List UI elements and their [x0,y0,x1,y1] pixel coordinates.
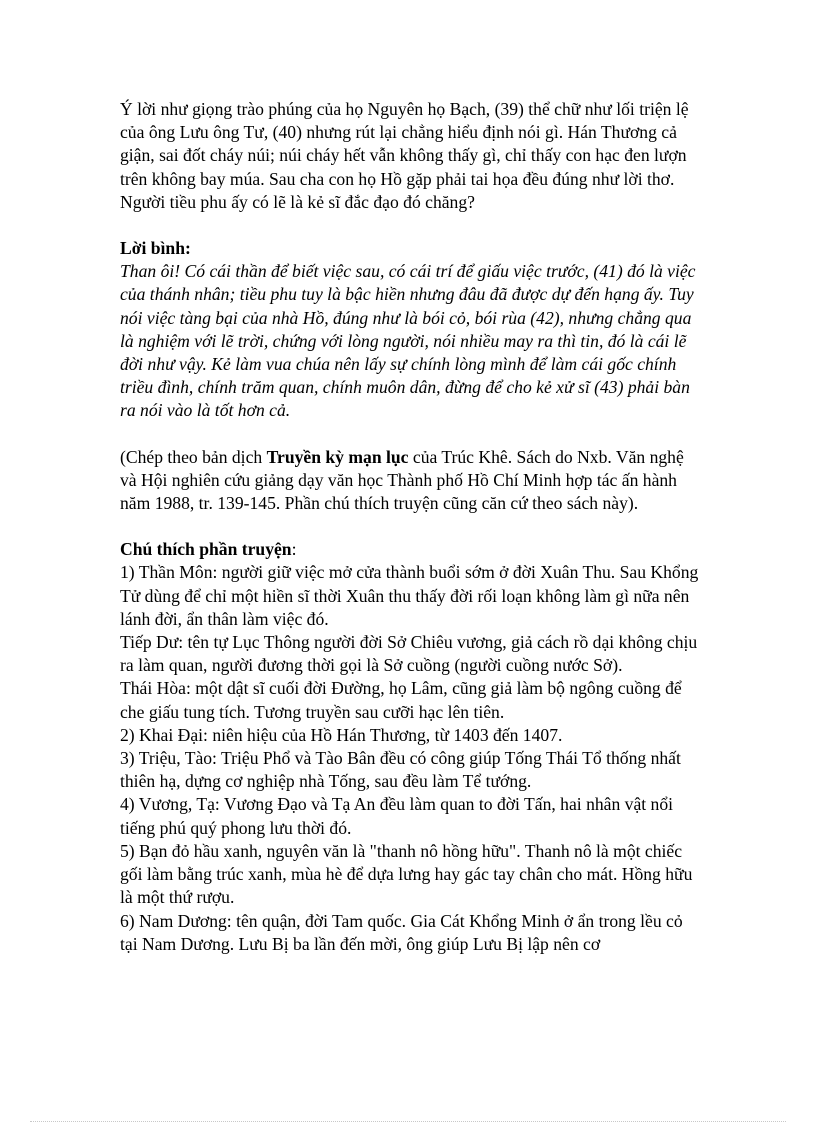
intro-paragraph: Ý lời như giọng trào phúng của họ Nguyên họ Bạch, (39) thể chữ như lối triện lệ của ông Lưu ông Tư, (40) nhưng rút lại chẳng hiểu định nói gì. Hán Thương cả giận, sai đốt cháy núi; núi cháy hết vẫn không thấy gì, chỉ thấy con hạc đen lượn trên không bay múa. Sau cha con họ Hồ gặp phải tai họa đều đúng như lời thơ. [120,99,689,189]
note-item: Tiếp Dư: tên tự Lục Thông người đời Sở Chiêu vương, giả cách rồ dại không chịu ra làm quan, người đương thời gọi là Sở cuồng (người cuồng nước Sở). [120,632,698,676]
intro-paragraph-2: Người tiều phu ấy có lẽ là kẻ sĩ đắc đạo đó chăng? [120,191,475,212]
document-page [120,98,700,956]
note-item: 1) Thần Môn: người giữ việc mở cửa thành buổi sớm ở đời Xuân Thu. Sau Khổng Tử dùng để chỉ một hiền sĩ thời Xuân thu thấy đời rối loạn không làm gì nữa nên lánh đời, ẩn thân làm việc đó. [120,562,699,629]
commentary-text: Than ôi! Có cái thần để biết việc sau, có cái trí để giấu việc trước, (41) đó là việc của thánh nhân; tiều phu tuy là bậc hiền nhưng đâu đã được dự đến hạng ấy. Tuy nói việc tàng bại của nhà Hồ, đúng như là bói cỏ, bói rùa (42), nhưng chẳng qua là nghiệm với lẽ trời, chứng với lòng người, nói nhiều may ra thì tin, đó là cái lẽ đời như vậy. Kẻ làm vua chúa nên lấy sự chính lòng mình để làm cái gốc chính triều đình, chính trăm quan, chính muôn dân, đừng để cho kẻ xử sĩ (43) phải bàn ra nói vào là tốt hơn cả. [120,261,696,421]
spacer [120,423,700,446]
notes-heading-text: Chú thích phần truyện [120,539,292,560]
spacer [120,515,700,538]
source-book-title: Truyền kỳ mạn lục [266,446,409,467]
note-item: 4) Vương, Tạ: Vương Đạo và Tạ An đều làm quan to đời Tấn, hai nhân vật nổi tiếng phú quý phong lưu thời đó. [120,794,674,838]
note-item: Thái Hòa: một dật sĩ cuối đời Đường, họ Lâm, cũng giả làm bộ ngông cuồng để che giấu tung tích. Tương truyền sau cưỡi hạc lên tiên. [120,678,682,722]
page-bottom-border [30,1121,786,1122]
source-note-prefix: (Chép theo bản dịch [120,446,267,467]
commentary-heading: Lời bình: [120,238,191,259]
note-item: 3) Triệu, Tào: Triệu Phổ và Tào Bân đều có công giúp Tống Thái Tổ thống nhất thiên hạ, dựng cơ nghiệp nhà Tống, sau đều làm Tể tướng. [120,748,681,792]
source-note-suffix: của Trúc Khê. Sách do Nxb. Văn nghệ và Hội nghiên cứu giảng dạy văn học Thành phố Hồ Chí Minh hợp tác ấn hành năm 1988, tr. 139-145. Phần chú thích truyện cũng căn cứ theo sách này). [120,446,684,514]
note-item: 6) Nam Dương: tên quận, đời Tam quốc. Gia Cát Khổng Minh ở ẩn trong lều cỏ tại Nam Dương. Lưu Bị ba lần đến mời, ông giúp Lưu Bị lập nên cơ [120,910,683,954]
notes-heading-colon: : [291,539,297,560]
notes-heading [120,538,700,561]
note-item: 5) Bạn đỏ hầu xanh, nguyên văn là "thanh nô hồng hữu". Thanh nô là một chiếc gối làm bằng trúc xanh, mùa hè để dựa lưng hay gác tay chân cho mát. Hồng hữu là một thứ rượu. [120,840,693,908]
note-item: 2) Khai Đại: niên hiệu của Hồ Hán Thương, từ 1403 đến 1407. [120,724,563,745]
spacer [120,214,700,237]
source-note [120,446,700,516]
